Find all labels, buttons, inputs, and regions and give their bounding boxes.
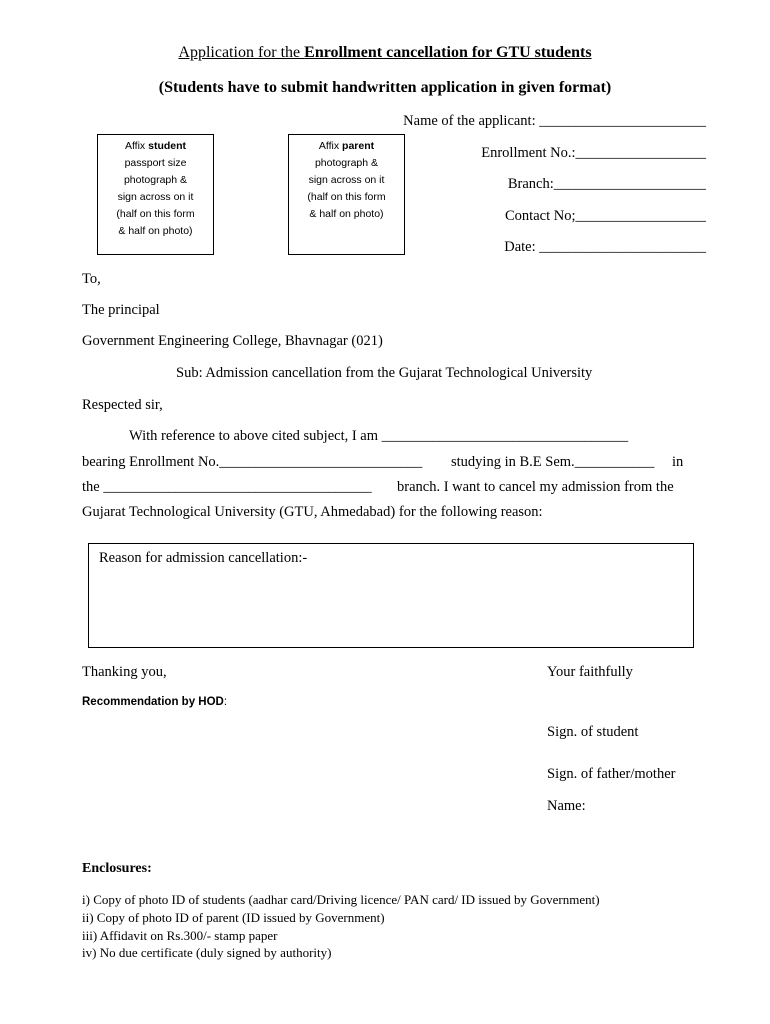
address-principal: The principal <box>82 302 160 318</box>
student-photo-box <box>97 134 214 255</box>
student-box-line: (half on this form <box>116 208 195 220</box>
address-to: To, <box>82 271 101 287</box>
enclosure-item: iv) No due certificate (duly signed by authority) <box>82 945 332 960</box>
address-college: Government Engineering College, Bhavnagar (021) <box>82 333 383 349</box>
parent-box-line1: Affix parent <box>318 140 375 152</box>
enrollment-field[interactable]: Enrollment No.:__________________ <box>481 145 706 161</box>
salutation: Respected sir, <box>82 397 163 413</box>
parent-box-line: photograph & <box>314 157 379 169</box>
document-subtitle: (Students have to submit handwritten application in given format) <box>158 79 612 96</box>
sign-parent: Sign. of father/mother <box>547 766 676 782</box>
sign-student: Sign. of student <box>547 724 639 740</box>
body-line-2c: in <box>672 454 684 470</box>
document-title <box>0 44 770 62</box>
body-line-1: With reference to above cited subject, I am __________________________________ <box>129 428 629 444</box>
body-line-2b: studying in B.E Sem.___________ <box>451 454 655 470</box>
title-lead: Application for the <box>178 44 305 61</box>
enclosure-item: ii) Copy of photo ID of parent (ID issued by Government) <box>82 910 385 925</box>
student-box-line: sign across on it <box>117 191 194 203</box>
date-field[interactable]: Date: _______________________ <box>504 239 706 255</box>
enclosures-heading: Enclosures: <box>82 861 152 876</box>
hod-recommendation: Recommendation by HOD: <box>82 696 228 708</box>
branch-field[interactable]: Branch:_____________________ <box>507 176 706 192</box>
enclosure-item: iii) Affidavit on Rs.300/- stamp paper <box>82 928 278 943</box>
enclosure-item: i) Copy of photo ID of students (aadhar card/Driving licence/ PAN card/ ID issued by Government) <box>82 892 600 907</box>
reason-box[interactable] <box>88 543 694 648</box>
title-bold: Enrollment cancellation for GTU students <box>304 44 592 61</box>
student-box-line: & half on photo) <box>118 225 193 237</box>
parent-photo-box <box>288 134 405 255</box>
parent-box-line: sign across on it <box>308 174 385 186</box>
body-line-2a: bearing Enrollment No.____________________________ <box>82 454 423 470</box>
reason-label: Reason for admission cancellation:- <box>99 550 308 566</box>
body-line-3a: the _____________________________________ <box>82 479 372 495</box>
subject-line: Sub: Admission cancellation from the Gujarat Technological University <box>176 365 593 381</box>
parent-box-line: (half on this form <box>307 191 386 203</box>
parent-box-line: & half on photo) <box>309 208 384 220</box>
student-box-line: passport size <box>124 157 187 169</box>
applicant-name-field[interactable]: Name of the applicant: _______________________ <box>403 113 706 129</box>
body-line-3b: branch. I want to cancel my admission from the <box>397 479 674 495</box>
body-line-4: Gujarat Technological University (GTU, Ahmedabad) for the following reason: <box>82 504 543 520</box>
thanking-text: Thanking you, <box>82 664 167 680</box>
student-box-line: photograph & <box>123 174 188 186</box>
contact-field[interactable]: Contact No;__________________ <box>505 208 706 224</box>
faithfully-text: Your faithfully <box>547 664 633 680</box>
student-box-line1: Affix student <box>124 140 187 152</box>
name-label: Name: <box>547 798 586 814</box>
